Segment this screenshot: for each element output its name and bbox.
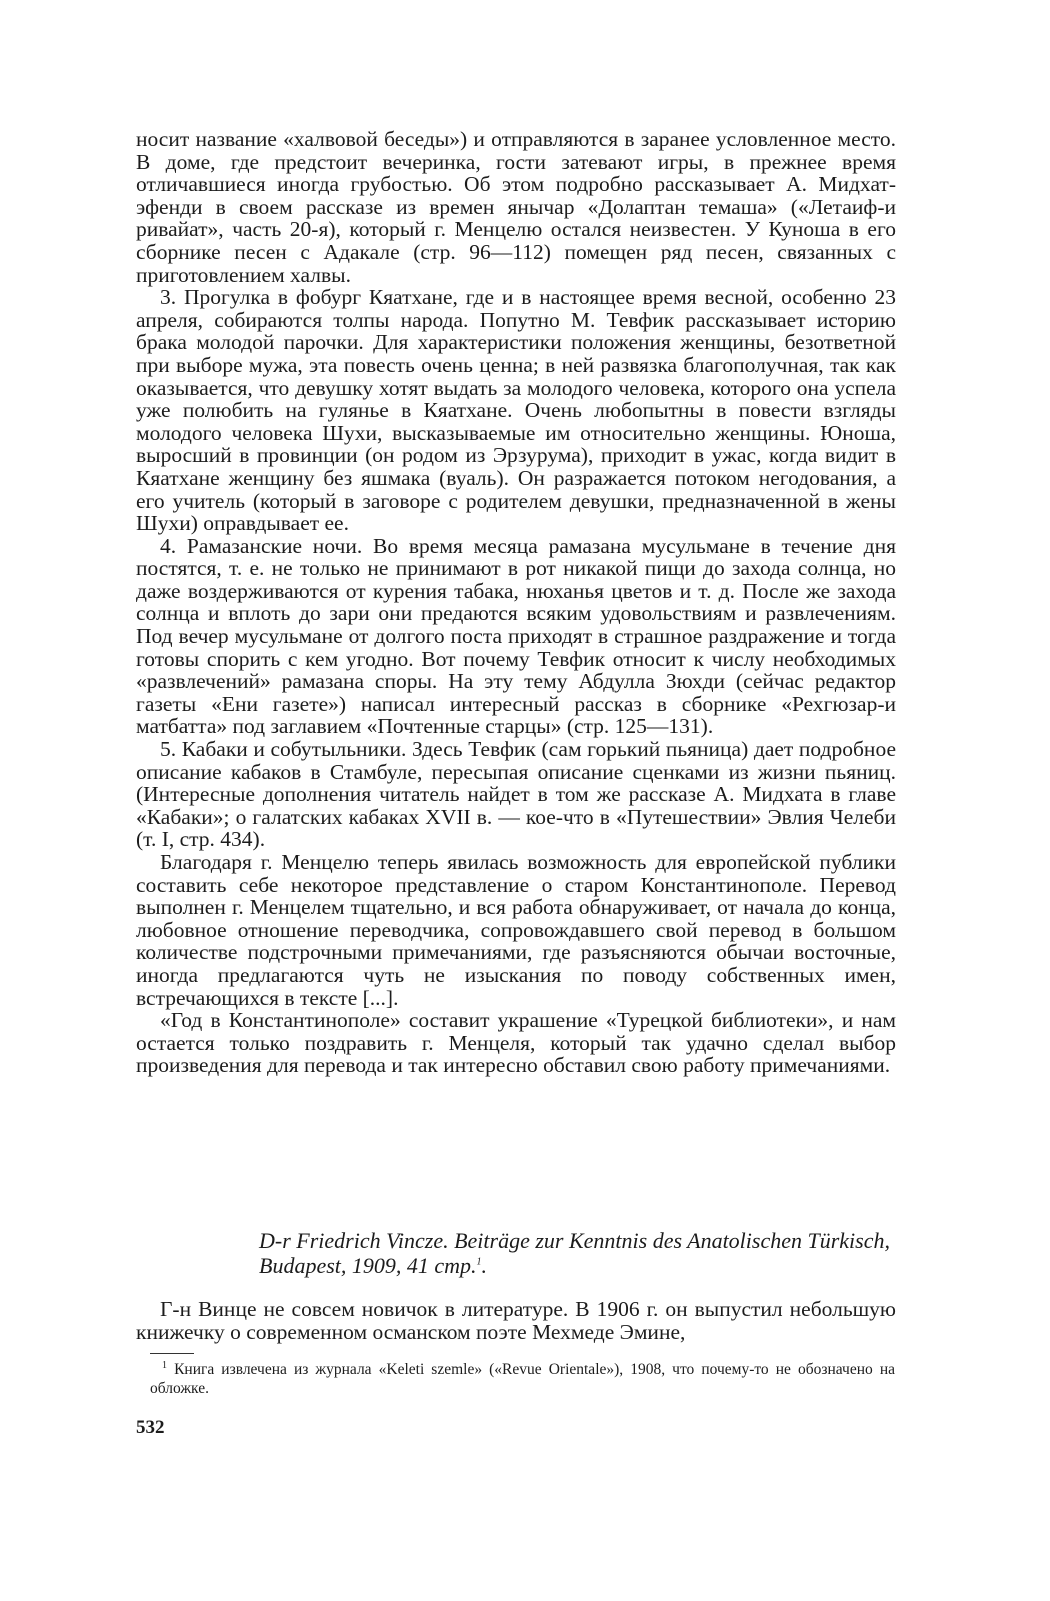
paragraph-kyathane: 3. Прогулка в фобург Кяатхане, где и в настоящее время весной, особенно 23 апреля, собираются толпы народа. Попутно М. Тевфик рассказывает историю брака молодой парочки. Для характеристики положения женщины, безответной при выборе мужа, эта повесть очень ценна; в ней развязка благополучная, так как оказывается, что девушку хотят выдать за молодого человека, которого она успела уже полюбить на гулянье в Кяатхане. Очень любопытны в повести взгляды молодого человека Шухи, высказываемые им относительно женщины. Юноша, выросший в провинции (он родом из Эрзурума), приходит в ужас, когда видит в Кяатхане женщину без яшмака (вуаль). Он разражается потоком негодования, а его учитель (который в заговоре с родителем девушки, предназначенной в жены Шухи) оправдывает ее. <box>136 285 896 536</box>
paragraph-ramazan-nights: 4. Рамазанские ночи. Во время месяца рамазана мусульмане в течение дня постятся, т. е. не только не принимают в рот никакой пищи до захода солнца, но даже воздерживаются от курения табака, нюханья цветов и т. д. После же захода солнца и вплоть до зари они предаются всяким удовольствиям и развлечениям. Под вечер мусульмане от долгого поста приходят в страшное раздражение и тогда готовы спорить с кем угодно. Вот почему Тевфик относит к числу необходимых «развлечений» рамазана споры. На эту тему Абдулла Зюхди (сейчас редактор газеты «Ени газете») написал интересный рассказ в сборнике «Рехгюзар-и матбатта» под заглавием «Почтенные старцы» (стр. 125—131). <box>136 533 896 739</box>
footnote-text: Книга извлечена из журнала «Keleti szemle» («Revue Orientale»), 1908, что почему-то не обозначено на обложке. <box>150 1361 895 1397</box>
page-number: 532 <box>136 1417 165 1438</box>
footnote-reference: 1 <box>476 1256 482 1268</box>
footnote-mark: 1 <box>162 1359 167 1371</box>
footnote-divider <box>150 1353 194 1354</box>
review-heading-text: D-r Friedrich Vincze. Beiträge zur Kenntnis des Anatolischen Türkisch, Budapest, 1909, 41 стр. <box>259 1228 890 1278</box>
paragraph-taverns: 5. Кабаки и собутыльники. Здесь Тевфик (сам горький пьяница) дает подробное описание кабаков в Стамбуле, пересыпая описание сценками из жизни пьяниц. (Интересные дополнения читатель найдет в том же рассказе А. Мидхата в главе «Кабаки»; о галатских кабаках XVII в. — кое-что в «Путешествии» Эвлия Челеби (т. I, стр. 434). <box>136 737 896 852</box>
review-text <box>136 1298 896 1343</box>
paragraph-halva-continuation: носит название «халвовой беседы») и отправляются в заранее условленное место. В доме, где предстоит вечеринка, гости затевают игры, в прежнее время отличавшиеся иногда грубостью. Об этом подробно рассказывает А. Мидхат-эфенди в своем рассказе из времен янычар «Долаптан темаша» («Летаиф-и ривайат», часть 20-я), который г. Менцелю остался неизвестен. У Куноша в его сборнике песен с Адакале (стр. 96—112) помещен ряд песен, связанных с приготовлением халвы. <box>136 127 896 287</box>
paragraph-conclusion: «Год в Константинополе» составит украшение «Турецкой библиотеки», и нам остается только поздравить г. Менцеля, который так удачно сделал выбор произведения для перевода и так интересно обставил свою работу примечаниями. <box>136 1008 896 1078</box>
paragraph-menzel-translation: Благодаря г. Менцелю теперь явилась возможность для европейской публики составить себе некоторое представление о старом Константинополе. Перевод выполнен г. Менцелем тщательно, и вся работа обнаруживает, от начала до конца, любовное отношение переводчика, сопровождавшего свой перевод в большом количестве подстрочными примечаниями, где разъясняются обычаи восточные, иногда предлагаются чуть не изыскания по поводу собственных имен, встречающихся в тексте [...]. <box>136 850 896 1010</box>
main-text <box>136 128 896 1077</box>
paragraph-vincze-intro: Г-н Винце не совсем новичок в литературе. В 1906 г. он выпустил небольшую книжечку о современном османском поэте Мехмеде Эмине, <box>136 1297 896 1344</box>
footnote <box>150 1360 895 1398</box>
review-heading: D-r Friedrich Vincze. Beiträge zur Kenntnis des Anatolischen Türkisch, Budapest, 1909, 41 стр.$^1$. <box>259 1228 890 1278</box>
